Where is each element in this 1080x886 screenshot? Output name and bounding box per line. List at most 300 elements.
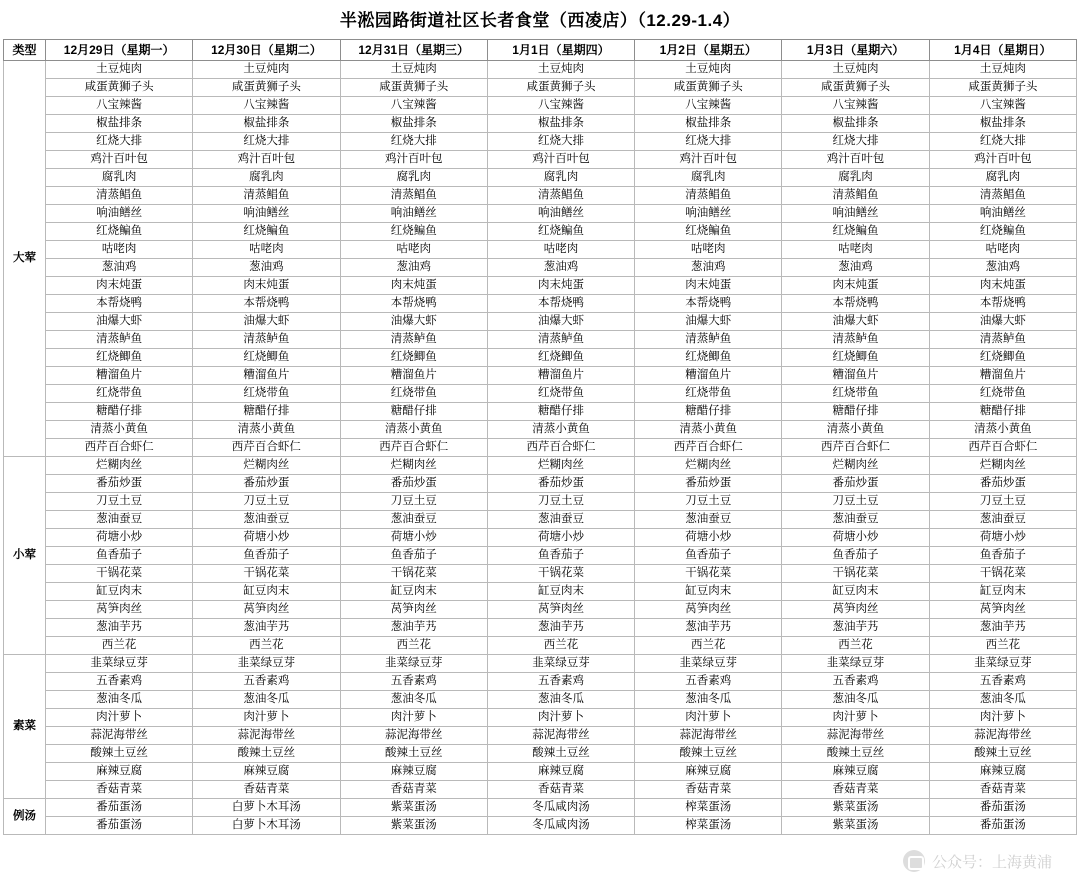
dish-cell: 麻辣豆腐 [782, 763, 929, 781]
dish-cell: 番茄蛋汤 [929, 799, 1076, 817]
dish-cell: 清蒸小黄鱼 [635, 421, 782, 439]
table-row [4, 313, 1077, 331]
dish-cell: 糖醋仔排 [635, 403, 782, 421]
dish-cell: 肉末炖蛋 [929, 277, 1076, 295]
dish-cell: 韭菜绿豆芽 [782, 655, 929, 673]
dish-cell: 本帮烧鸭 [340, 295, 487, 313]
dish-cell: 清蒸小黄鱼 [46, 421, 193, 439]
dish-cell: 八宝辣酱 [487, 97, 634, 115]
dish-cell: 清蒸鲈鱼 [487, 331, 634, 349]
dish-cell: 五香素鸡 [340, 673, 487, 691]
dish-cell: 清蒸鲳鱼 [635, 187, 782, 205]
dish-cell: 烂糊肉丝 [782, 457, 929, 475]
header-row [4, 40, 1077, 61]
table-row [4, 115, 1077, 133]
dish-cell: 葱油冬瓜 [487, 691, 634, 709]
dish-cell: 荷塘小炒 [193, 529, 340, 547]
dish-cell: 麻辣豆腐 [635, 763, 782, 781]
dish-cell: 干锅花菜 [46, 565, 193, 583]
table-row [4, 709, 1077, 727]
dish-cell: 酸辣土豆丝 [782, 745, 929, 763]
dish-cell: 番茄炒蛋 [929, 475, 1076, 493]
dish-cell: 八宝辣酱 [340, 97, 487, 115]
dish-cell: 清蒸鲳鱼 [340, 187, 487, 205]
dish-cell: 紫菜蛋汤 [782, 799, 929, 817]
dish-cell: 莴笋肉丝 [193, 601, 340, 619]
dish-cell: 烂糊肉丝 [340, 457, 487, 475]
dish-cell: 干锅花菜 [193, 565, 340, 583]
dish-cell: 鱼香茄子 [46, 547, 193, 565]
dish-cell: 缸豆肉末 [46, 583, 193, 601]
dish-cell: 糟溜鱼片 [929, 367, 1076, 385]
dish-cell: 荷塘小炒 [340, 529, 487, 547]
dish-cell: 红烧鲫鱼 [193, 349, 340, 367]
dish-cell: 西兰花 [635, 637, 782, 655]
dish-cell: 刀豆土豆 [929, 493, 1076, 511]
dish-cell: 西兰花 [929, 637, 1076, 655]
table-row [4, 637, 1077, 655]
dish-cell: 西兰花 [487, 637, 634, 655]
dish-cell: 蒜泥海带丝 [340, 727, 487, 745]
dish-cell: 蒜泥海带丝 [487, 727, 634, 745]
dish-cell: 响油鳝丝 [782, 205, 929, 223]
dish-cell: 蒜泥海带丝 [193, 727, 340, 745]
dish-cell: 莴笋肉丝 [46, 601, 193, 619]
table-row [4, 727, 1077, 745]
dish-cell: 清蒸小黄鱼 [340, 421, 487, 439]
dish-cell: 韭菜绿豆芽 [929, 655, 1076, 673]
dish-cell: 西芹百合虾仁 [782, 439, 929, 457]
dish-cell: 鱼香茄子 [782, 547, 929, 565]
dish-cell: 咸蛋黄狮子头 [193, 79, 340, 97]
dish-cell: 肉末炖蛋 [635, 277, 782, 295]
dish-cell: 香菇青菜 [487, 781, 634, 799]
dish-cell: 鱼香茄子 [487, 547, 634, 565]
dish-cell: 响油鳝丝 [635, 205, 782, 223]
dish-cell: 鸡汁百叶包 [487, 151, 634, 169]
table-row [4, 223, 1077, 241]
dish-cell: 红烧带鱼 [46, 385, 193, 403]
dish-cell: 椒盐排条 [46, 115, 193, 133]
table-row [4, 547, 1077, 565]
wechat-icon [903, 850, 925, 872]
category-cell: 小荤 [4, 457, 46, 655]
dish-cell: 葱油鸡 [487, 259, 634, 277]
table-body [4, 61, 1077, 835]
dish-cell: 土豆炖肉 [340, 61, 487, 79]
dish-cell: 油爆大虾 [487, 313, 634, 331]
dish-cell: 响油鳝丝 [340, 205, 487, 223]
table-row [4, 781, 1077, 799]
dish-cell: 冬瓜咸肉汤 [487, 817, 634, 835]
dish-cell: 糟溜鱼片 [487, 367, 634, 385]
header-cell-type: 类型 [4, 40, 46, 61]
dish-cell: 莴笋肉丝 [929, 601, 1076, 619]
dish-cell: 西芹百合虾仁 [193, 439, 340, 457]
dish-cell: 榨菜蛋汤 [635, 799, 782, 817]
dish-cell: 咕咾肉 [929, 241, 1076, 259]
dish-cell: 咸蛋黄狮子头 [635, 79, 782, 97]
dish-cell: 鸡汁百叶包 [340, 151, 487, 169]
dish-cell: 缸豆肉末 [340, 583, 487, 601]
dish-cell: 葱油鸡 [782, 259, 929, 277]
dish-cell: 刀豆土豆 [46, 493, 193, 511]
dish-cell: 糟溜鱼片 [193, 367, 340, 385]
dish-cell: 肉汁萝卜 [46, 709, 193, 727]
dish-cell: 咕咾肉 [193, 241, 340, 259]
dish-cell: 干锅花菜 [929, 565, 1076, 583]
dish-cell: 葱油鸡 [193, 259, 340, 277]
table-row [4, 331, 1077, 349]
dish-cell: 番茄蛋汤 [46, 799, 193, 817]
dish-cell: 五香素鸡 [46, 673, 193, 691]
dish-cell: 干锅花菜 [340, 565, 487, 583]
dish-cell: 清蒸鲈鱼 [635, 331, 782, 349]
dish-cell: 葱油芋艿 [929, 619, 1076, 637]
dish-cell: 韭菜绿豆芽 [487, 655, 634, 673]
table-row [4, 439, 1077, 457]
table-row [4, 241, 1077, 259]
dish-cell: 番茄蛋汤 [929, 817, 1076, 835]
dish-cell: 葱油鸡 [340, 259, 487, 277]
dish-cell: 番茄炒蛋 [193, 475, 340, 493]
table-row [4, 277, 1077, 295]
table-row [4, 61, 1077, 79]
dish-cell: 椒盐排条 [487, 115, 634, 133]
page-title: 半淞园路街道社区长者食堂（西凌店）（12.29-1.4） [339, 11, 741, 30]
dish-cell: 香菇青菜 [193, 781, 340, 799]
dish-cell: 本帮烧鸭 [929, 295, 1076, 313]
dish-cell: 八宝辣酱 [46, 97, 193, 115]
dish-cell: 鸡汁百叶包 [46, 151, 193, 169]
table-row [4, 169, 1077, 187]
dish-cell: 葱油冬瓜 [782, 691, 929, 709]
dish-cell: 莴笋肉丝 [782, 601, 929, 619]
dish-cell: 麻辣豆腐 [340, 763, 487, 781]
dish-cell: 肉汁萝卜 [340, 709, 487, 727]
dish-cell: 香菇青菜 [782, 781, 929, 799]
dish-cell: 油爆大虾 [193, 313, 340, 331]
dish-cell: 肉汁萝卜 [193, 709, 340, 727]
dish-cell: 清蒸鲈鱼 [193, 331, 340, 349]
dish-cell: 红烧鳊鱼 [782, 223, 929, 241]
dish-cell: 椒盐排条 [193, 115, 340, 133]
dish-cell: 五香素鸡 [929, 673, 1076, 691]
dish-cell: 红烧鲫鱼 [782, 349, 929, 367]
header-cell-day-3: 12月31日（星期三） [340, 40, 487, 61]
dish-cell: 莴笋肉丝 [487, 601, 634, 619]
dish-cell: 红烧大排 [635, 133, 782, 151]
dish-cell: 糟溜鱼片 [46, 367, 193, 385]
dish-cell: 糟溜鱼片 [340, 367, 487, 385]
dish-cell: 韭菜绿豆芽 [635, 655, 782, 673]
dish-cell: 红烧带鱼 [635, 385, 782, 403]
dish-cell: 五香素鸡 [782, 673, 929, 691]
dish-cell: 葱油芋艿 [487, 619, 634, 637]
dish-cell: 红烧带鱼 [929, 385, 1076, 403]
dish-cell: 缸豆肉末 [487, 583, 634, 601]
dish-cell: 番茄炒蛋 [340, 475, 487, 493]
dish-cell: 八宝辣酱 [193, 97, 340, 115]
dish-cell: 清蒸小黄鱼 [929, 421, 1076, 439]
dish-cell: 咕咾肉 [340, 241, 487, 259]
watermark [903, 850, 1052, 872]
dish-cell: 烂糊肉丝 [46, 457, 193, 475]
dish-cell: 咕咾肉 [46, 241, 193, 259]
header-cell-day-1: 12月29日（星期一） [46, 40, 193, 61]
dish-cell: 番茄炒蛋 [46, 475, 193, 493]
dish-cell: 椒盐排条 [635, 115, 782, 133]
dish-cell: 西兰花 [340, 637, 487, 655]
dish-cell: 刀豆土豆 [487, 493, 634, 511]
dish-cell: 葱油冬瓜 [193, 691, 340, 709]
dish-cell: 肉末炖蛋 [46, 277, 193, 295]
dish-cell: 肉汁萝卜 [635, 709, 782, 727]
dish-cell: 麻辣豆腐 [46, 763, 193, 781]
dish-cell: 八宝辣酱 [635, 97, 782, 115]
dish-cell: 土豆炖肉 [635, 61, 782, 79]
dish-cell: 鱼香茄子 [635, 547, 782, 565]
dish-cell: 干锅花菜 [487, 565, 634, 583]
dish-cell: 蒜泥海带丝 [782, 727, 929, 745]
dish-cell: 红烧大排 [782, 133, 929, 151]
dish-cell: 莴笋肉丝 [635, 601, 782, 619]
dish-cell: 鸡汁百叶包 [929, 151, 1076, 169]
dish-cell: 椒盐排条 [340, 115, 487, 133]
dish-cell: 清蒸鲈鱼 [340, 331, 487, 349]
dish-cell: 红烧鲫鱼 [340, 349, 487, 367]
watermark-text: 公众号：上海黄浦 [931, 853, 1052, 871]
dish-cell: 蒜泥海带丝 [635, 727, 782, 745]
dish-cell: 烂糊肉丝 [635, 457, 782, 475]
dish-cell: 清蒸鲈鱼 [46, 331, 193, 349]
dish-cell: 葱油蚕豆 [487, 511, 634, 529]
dish-cell: 荷塘小炒 [487, 529, 634, 547]
dish-cell: 刀豆土豆 [635, 493, 782, 511]
dish-cell: 紫菜蛋汤 [340, 799, 487, 817]
dish-cell: 葱油蚕豆 [635, 511, 782, 529]
dish-cell: 西兰花 [46, 637, 193, 655]
dish-cell: 红烧大排 [46, 133, 193, 151]
dish-cell: 鱼香茄子 [929, 547, 1076, 565]
dish-cell: 红烧鳊鱼 [929, 223, 1076, 241]
dish-cell: 葱油冬瓜 [635, 691, 782, 709]
dish-cell: 清蒸小黄鱼 [487, 421, 634, 439]
table-row [4, 349, 1077, 367]
dish-cell: 八宝辣酱 [929, 97, 1076, 115]
table-row [4, 295, 1077, 313]
dish-cell: 葱油蚕豆 [193, 511, 340, 529]
dish-cell: 香菇青菜 [340, 781, 487, 799]
dish-cell: 红烧带鱼 [782, 385, 929, 403]
table-header [4, 40, 1077, 61]
dish-cell: 本帮烧鸭 [635, 295, 782, 313]
dish-cell: 红烧带鱼 [340, 385, 487, 403]
dish-cell: 土豆炖肉 [929, 61, 1076, 79]
dish-cell: 红烧鳊鱼 [635, 223, 782, 241]
dish-cell: 响油鳝丝 [929, 205, 1076, 223]
dish-cell: 本帮烧鸭 [487, 295, 634, 313]
dish-cell: 西兰花 [782, 637, 929, 655]
dish-cell: 葱油冬瓜 [46, 691, 193, 709]
dish-cell: 腐乳肉 [635, 169, 782, 187]
dish-cell: 鸡汁百叶包 [635, 151, 782, 169]
dish-cell: 土豆炖肉 [782, 61, 929, 79]
dish-cell: 本帮烧鸭 [46, 295, 193, 313]
dish-cell: 油爆大虾 [782, 313, 929, 331]
dish-cell: 缸豆肉末 [193, 583, 340, 601]
table-row [4, 673, 1077, 691]
dish-cell: 红烧大排 [487, 133, 634, 151]
dish-cell: 咸蛋黄狮子头 [487, 79, 634, 97]
dish-cell: 香菇青菜 [929, 781, 1076, 799]
dish-cell: 咕咾肉 [782, 241, 929, 259]
dish-cell: 鱼香茄子 [193, 547, 340, 565]
dish-cell: 番茄炒蛋 [487, 475, 634, 493]
dish-cell: 咸蛋黄狮子头 [340, 79, 487, 97]
category-cell: 素菜 [4, 655, 46, 799]
table-row [4, 655, 1077, 673]
dish-cell: 咸蛋黄狮子头 [46, 79, 193, 97]
dish-cell: 油爆大虾 [929, 313, 1076, 331]
dish-cell: 红烧鲫鱼 [487, 349, 634, 367]
dish-cell: 肉汁萝卜 [929, 709, 1076, 727]
dish-cell: 响油鳝丝 [193, 205, 340, 223]
dish-cell: 清蒸鲳鱼 [193, 187, 340, 205]
dish-cell: 荷塘小炒 [46, 529, 193, 547]
dish-cell: 油爆大虾 [340, 313, 487, 331]
dish-cell: 荷塘小炒 [635, 529, 782, 547]
header-cell-day-2: 12月30日（星期二） [193, 40, 340, 61]
weekly-menu-table [3, 39, 1077, 835]
dish-cell: 咕咾肉 [487, 241, 634, 259]
dish-cell: 清蒸鲳鱼 [46, 187, 193, 205]
dish-cell: 荷塘小炒 [782, 529, 929, 547]
dish-cell: 清蒸鲈鱼 [782, 331, 929, 349]
dish-cell: 清蒸鲳鱼 [929, 187, 1076, 205]
dish-cell: 冬瓜咸肉汤 [487, 799, 634, 817]
dish-cell: 清蒸鲳鱼 [782, 187, 929, 205]
table-row [4, 583, 1077, 601]
dish-cell: 红烧鲫鱼 [635, 349, 782, 367]
header-cell-day-5: 1月2日（星期五） [635, 40, 782, 61]
table-row [4, 601, 1077, 619]
dish-cell: 红烧鳊鱼 [340, 223, 487, 241]
dish-cell: 葱油鸡 [635, 259, 782, 277]
dish-cell: 麻辣豆腐 [929, 763, 1076, 781]
dish-cell: 响油鳝丝 [46, 205, 193, 223]
dish-cell: 清蒸小黄鱼 [782, 421, 929, 439]
dish-cell: 白萝卜木耳汤 [193, 799, 340, 817]
dish-cell: 红烧大排 [929, 133, 1076, 151]
dish-cell: 本帮烧鸭 [193, 295, 340, 313]
dish-cell: 西芹百合虾仁 [340, 439, 487, 457]
dish-cell: 西芹百合虾仁 [929, 439, 1076, 457]
dish-cell: 椒盐排条 [782, 115, 929, 133]
table-row [4, 763, 1077, 781]
dish-cell: 葱油蚕豆 [782, 511, 929, 529]
dish-cell: 烂糊肉丝 [929, 457, 1076, 475]
dish-cell: 土豆炖肉 [46, 61, 193, 79]
dish-cell: 肉汁萝卜 [782, 709, 929, 727]
dish-cell: 油爆大虾 [635, 313, 782, 331]
dish-cell: 腐乳肉 [487, 169, 634, 187]
dish-cell: 糟溜鱼片 [782, 367, 929, 385]
dish-cell: 葱油芋艿 [635, 619, 782, 637]
dish-cell: 干锅花菜 [635, 565, 782, 583]
table-row [4, 457, 1077, 475]
category-cell: 例汤 [4, 799, 46, 835]
dish-cell: 红烧带鱼 [487, 385, 634, 403]
table-row [4, 385, 1077, 403]
dish-cell: 韭菜绿豆芽 [46, 655, 193, 673]
dish-cell: 干锅花菜 [782, 565, 929, 583]
dish-cell: 番茄炒蛋 [635, 475, 782, 493]
dish-cell: 榨菜蛋汤 [635, 817, 782, 835]
dish-cell: 清蒸小黄鱼 [193, 421, 340, 439]
table-row [4, 817, 1077, 835]
dish-cell: 蒜泥海带丝 [46, 727, 193, 745]
dish-cell: 红烧鳊鱼 [487, 223, 634, 241]
dish-cell: 葱油鸡 [46, 259, 193, 277]
category-cell: 大荤 [4, 61, 46, 457]
dish-cell: 本帮烧鸭 [782, 295, 929, 313]
table-row [4, 745, 1077, 763]
dish-cell: 肉末炖蛋 [487, 277, 634, 295]
dish-cell: 清蒸鲳鱼 [487, 187, 634, 205]
dish-cell: 腐乳肉 [193, 169, 340, 187]
dish-cell: 葱油蚕豆 [46, 511, 193, 529]
dish-cell: 缸豆肉末 [782, 583, 929, 601]
table-row [4, 475, 1077, 493]
dish-cell: 五香素鸡 [635, 673, 782, 691]
dish-cell: 葱油鸡 [929, 259, 1076, 277]
dish-cell: 肉末炖蛋 [340, 277, 487, 295]
dish-cell: 葱油冬瓜 [340, 691, 487, 709]
dish-cell: 鱼香茄子 [340, 547, 487, 565]
table-row [4, 493, 1077, 511]
table-row [4, 259, 1077, 277]
dish-cell: 葱油芋艿 [46, 619, 193, 637]
dish-cell: 葱油芋艿 [782, 619, 929, 637]
dish-cell: 椒盐排条 [929, 115, 1076, 133]
dish-cell: 缸豆肉末 [635, 583, 782, 601]
dish-cell: 葱油蚕豆 [340, 511, 487, 529]
dish-cell: 酸辣土豆丝 [340, 745, 487, 763]
table-row [4, 565, 1077, 583]
table-row [4, 421, 1077, 439]
header-cell-day-4: 1月1日（星期四） [487, 40, 634, 61]
dish-cell: 红烧大排 [193, 133, 340, 151]
dish-cell: 烂糊肉丝 [487, 457, 634, 475]
dish-cell: 糟溜鱼片 [635, 367, 782, 385]
table-row [4, 367, 1077, 385]
dish-cell: 腐乳肉 [340, 169, 487, 187]
dish-cell: 糖醋仔排 [929, 403, 1076, 421]
dish-cell: 清蒸鲈鱼 [929, 331, 1076, 349]
dish-cell: 鸡汁百叶包 [782, 151, 929, 169]
dish-cell: 韭菜绿豆芽 [340, 655, 487, 673]
dish-cell: 肉末炖蛋 [782, 277, 929, 295]
dish-cell: 咸蛋黄狮子头 [929, 79, 1076, 97]
dish-cell: 麻辣豆腐 [487, 763, 634, 781]
dish-cell: 糖醋仔排 [193, 403, 340, 421]
dish-cell: 肉汁萝卜 [487, 709, 634, 727]
table-row [4, 205, 1077, 223]
dish-cell: 酸辣土豆丝 [929, 745, 1076, 763]
dish-cell: 西芹百合虾仁 [46, 439, 193, 457]
dish-cell: 红烧鳊鱼 [46, 223, 193, 241]
